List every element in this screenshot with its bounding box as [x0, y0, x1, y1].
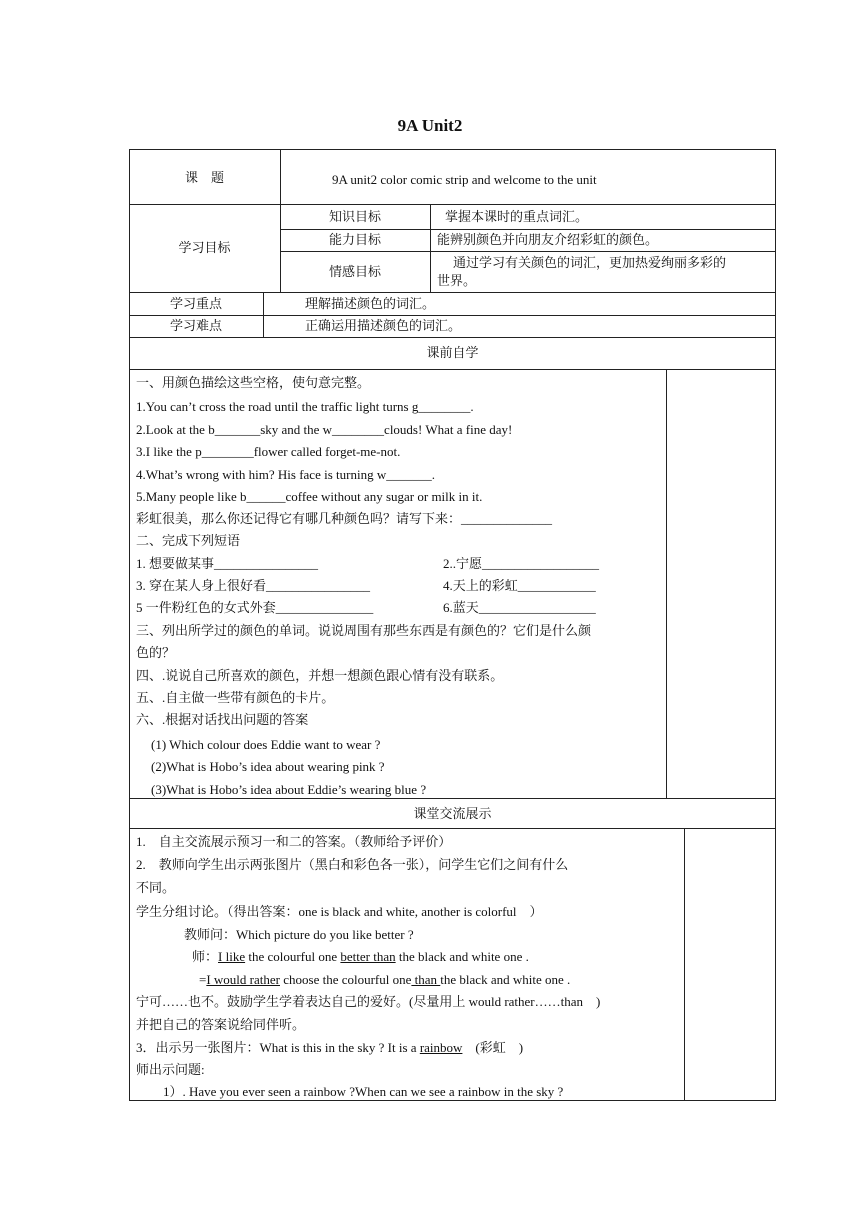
underlined-better-than: better than [340, 949, 396, 964]
classroom-line-10: 3．出示另一张图片：What is this in the sky ? It is a rainbow (彩虹 ) [136, 1040, 524, 1055]
classroom-line-12: 1）. Have you ever seen a rainbow ?When can we see a rainbow in the sky ? [163, 1084, 564, 1099]
goal-ability-value: 能辨别颜色并向朋友介绍彩虹的颜色。 [437, 232, 659, 247]
goal-knowledge-label: 知识目标 [328, 209, 381, 224]
classroom-line-8: 宁可……也不。鼓励学生学着表达自己的爱好。(尽量用上 would rather……than ) [136, 994, 601, 1009]
key-point-value: 理解描述颜色的词汇。 [305, 296, 436, 311]
classroom-line-5: 教师问：Which picture do you like better ? [184, 927, 414, 942]
preview-line-12: 五、.自主做一些带有颜色的卡片。 [136, 690, 335, 705]
preview-line-3: 2.Look at the b_______sky and the w________clouds! What a fine day! [136, 422, 513, 437]
preview-header: 课前自学 [426, 345, 479, 360]
goals-label: 学习目标 [178, 240, 231, 255]
classroom-header: 课堂交流展示 [413, 806, 492, 821]
preview-line-8: 二、完成下列短语 [136, 533, 241, 548]
preview-line-10: 色的？ [136, 645, 176, 660]
classroom-line-4: 学生分组讨论。（得出答案：one is black and white, another is colorful ） [136, 904, 543, 919]
preview-line-2: 1.You can’t cross the road until the traffic light turns g________. [136, 399, 474, 414]
preview-line-7: 彩虹很美，那么你还记得它有哪几种颜色吗？请写下来：______________ [136, 511, 553, 526]
underlined-than: than [411, 972, 441, 987]
preview-line-1: 一、用颜色描绘这些空格，使句意完整。 [136, 375, 371, 390]
goal-emotion-value-line2: 世界。 [437, 273, 477, 288]
phrase-2: 2..宁愿__________________ [443, 556, 600, 571]
topic-label: 课 题 [184, 170, 224, 185]
classroom-line-3: 不同。 [136, 880, 176, 895]
classroom-line-7: =I would rather choose the colourful one than the black and white one . [199, 972, 571, 987]
preview-line-6: 5.Many people like b______coffee without any sugar or milk in it. [136, 489, 483, 504]
preview-line-9: 三、列出所学过的颜色的单词。说说周围有那些东西是有颜色的？它们是什么颜 [136, 623, 592, 638]
phrase-1: 1. 想要做某事________________ [136, 556, 319, 571]
teacher-prefix: 师： [192, 949, 219, 964]
document-title: 9A Unit2 [397, 116, 463, 135]
classroom-line-1: 1. 自主交流展示预习一和二的答案。（教师给予评价） [136, 834, 452, 849]
preview-line-5: 4.What’s wrong with him? His face is turning w_______. [136, 467, 435, 482]
goal-ability-label: 能力目标 [328, 232, 381, 247]
preview-line-11: 四、.说说自己所喜欢的颜色，并想一想颜色跟心情有没有联系。 [136, 668, 504, 683]
goal-emotion-value-line1: 通过学习有关颜色的词汇，更加热爱绚丽多彩的 [453, 255, 727, 270]
phrase-4: 4.天上的彩虹____________ [443, 578, 596, 593]
underlined-rainbow: rainbow [419, 1040, 463, 1055]
question-1: (1) Which colour does Eddie want to wear ? [151, 737, 381, 752]
difficulty-value: 正确运用描述颜色的词汇。 [305, 318, 462, 333]
question-3: (3)What is Hobo’s idea about Eddie’s wearing blue ? [151, 782, 427, 797]
question-2: (2)What is Hobo’s idea about wearing pink ? [151, 759, 385, 774]
phrase-3: 3. 穿在某人身上很好看________________ [136, 578, 371, 593]
classroom-line-2: 2. 教师向学生出示两张图片（黑白和彩色各一张），问学生它们之间有什么 [136, 857, 569, 872]
goal-knowledge-value: 掌握本课时的重点词汇。 [445, 209, 589, 224]
key-point-label: 学习重点 [169, 296, 222, 311]
classroom-line-6: 师：I like the colourful one better than the black and white one . [192, 949, 529, 964]
preview-line-4: 3.I like the p________flower called forget-me-not. [136, 444, 401, 459]
topic-value: 9A unit2 color comic strip and welcome to the unit [332, 172, 597, 187]
difficulty-label: 学习难点 [169, 318, 222, 333]
classroom-line-9: 并把自己的答案说给同伴听。 [136, 1017, 306, 1032]
preview-line-13: 六、.根据对话找出问题的答案 [136, 712, 309, 727]
goal-emotion-label: 情感目标 [328, 264, 381, 279]
classroom-line-11: 师出示问题: [136, 1062, 205, 1077]
phrase-5: 5 一件粉红色的女式外套_______________ [136, 600, 374, 615]
underlined-i-like: I like [218, 949, 246, 964]
underlined-would-rather: I would rather [206, 972, 280, 987]
phrase-6: 6.蓝天__________________ [443, 600, 596, 615]
